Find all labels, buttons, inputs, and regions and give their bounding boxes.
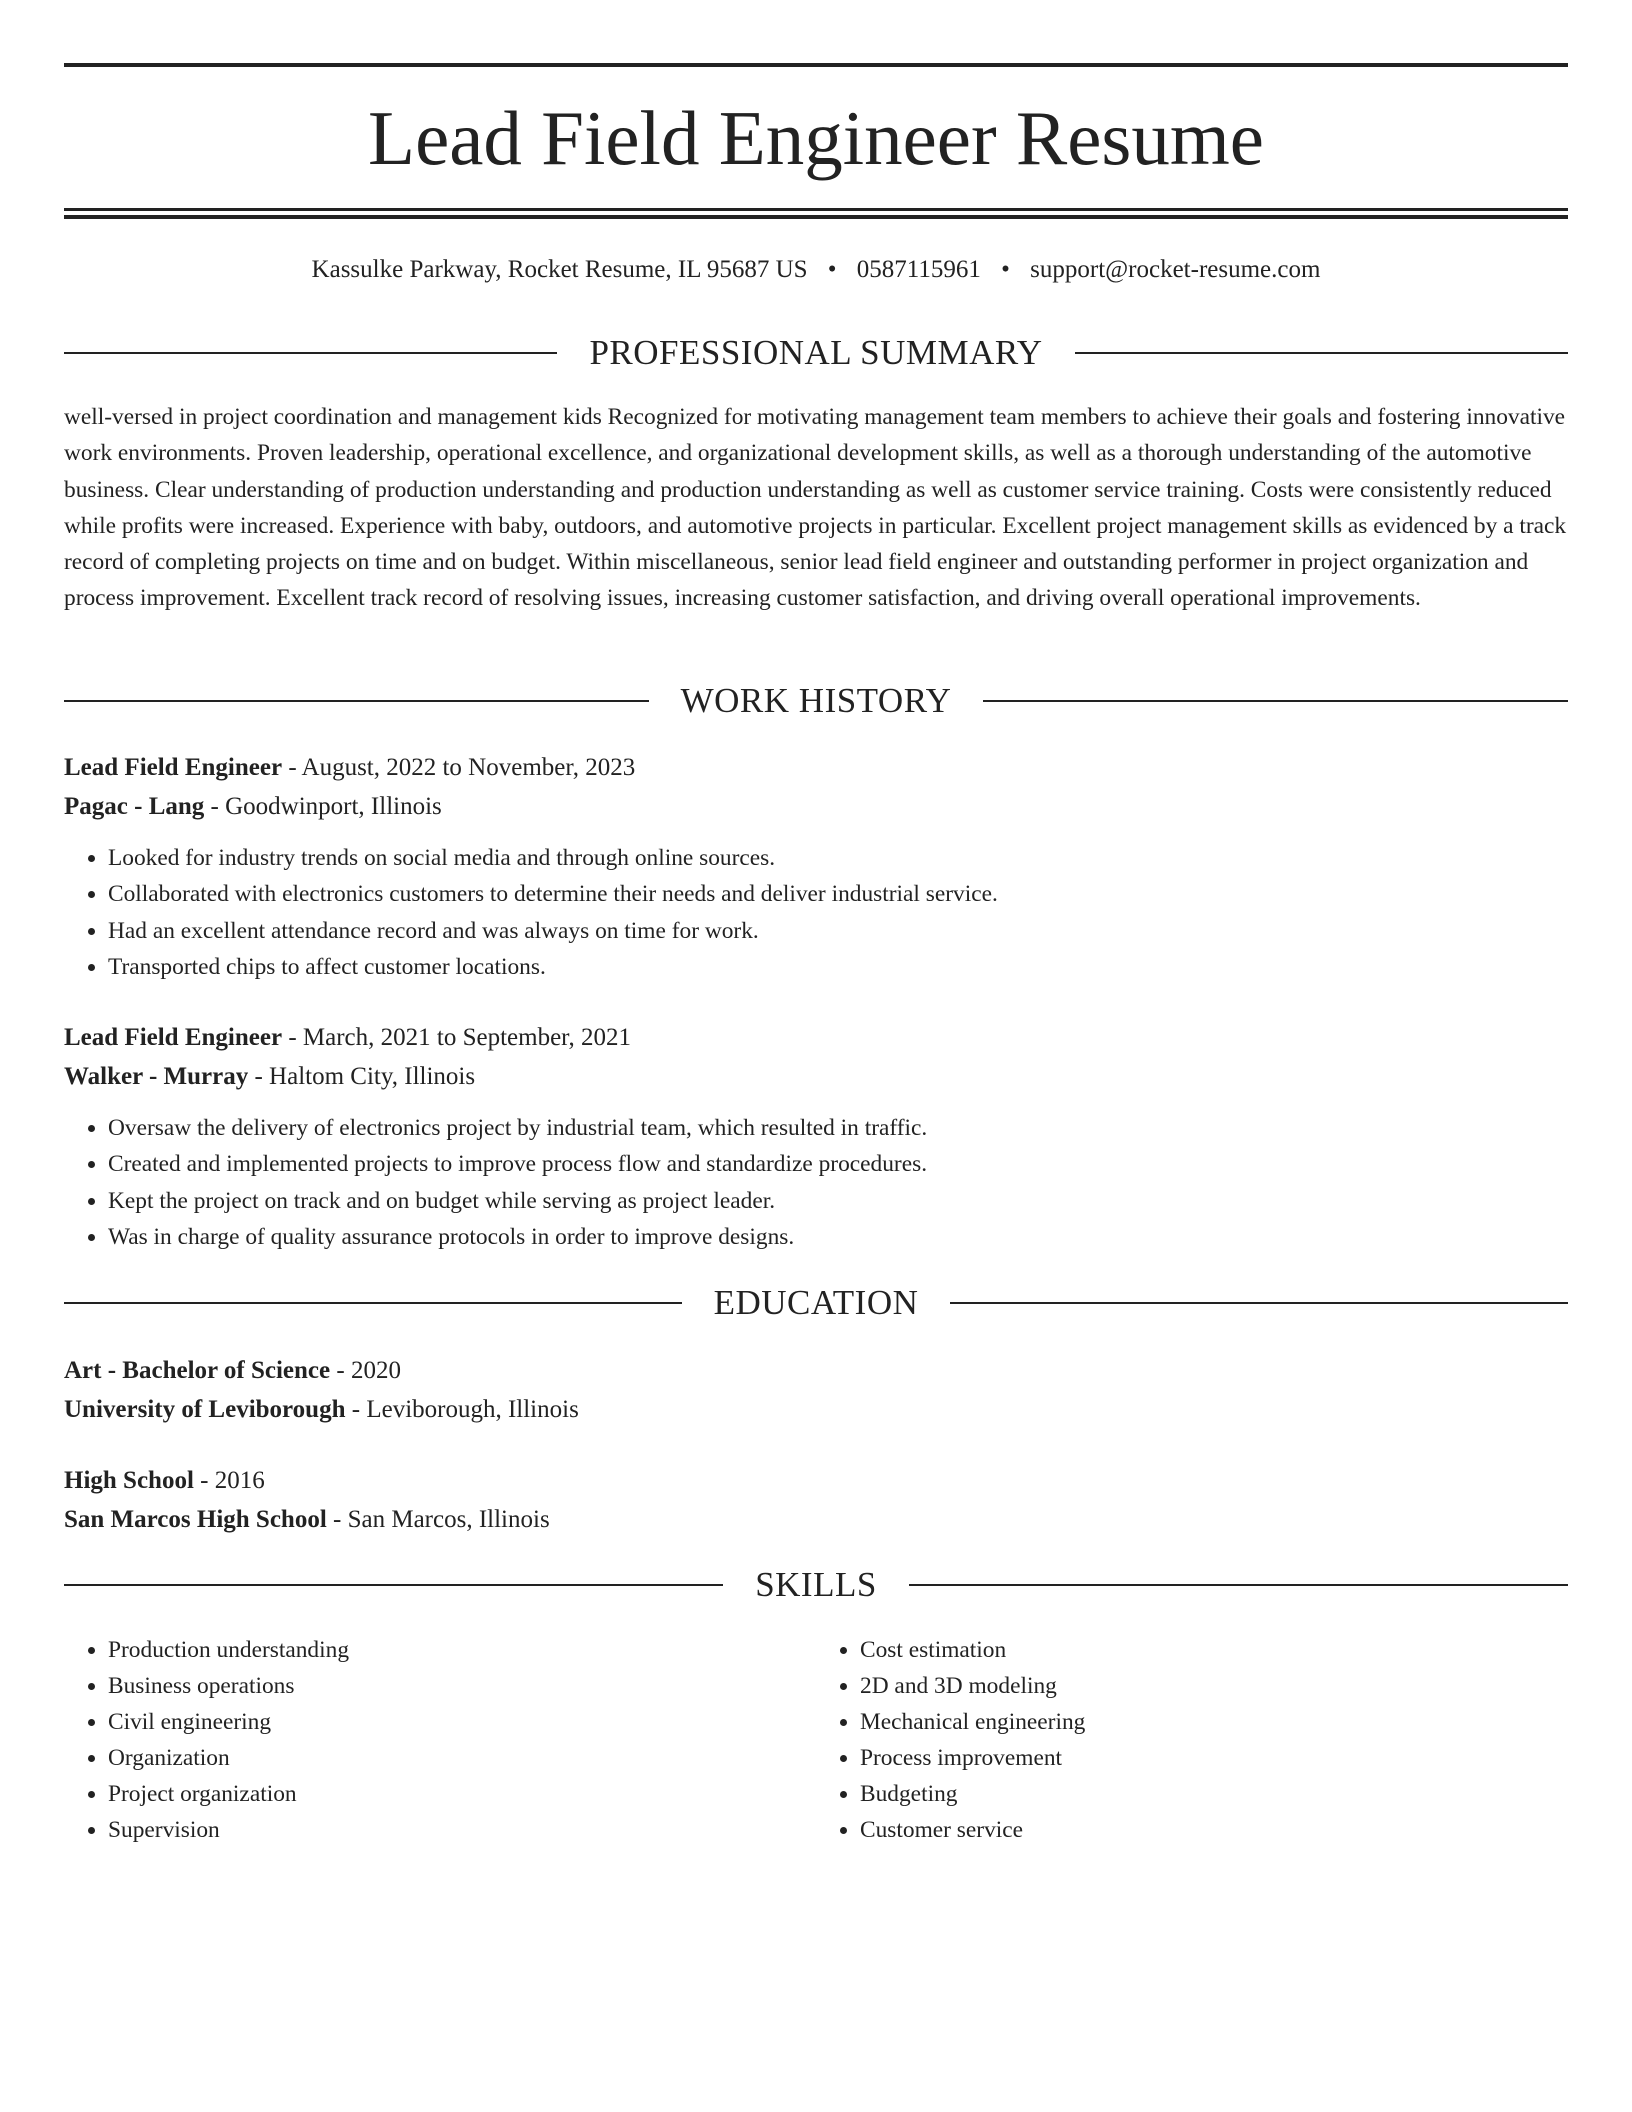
skills-column-left (64, 1632, 806, 1848)
heading-rule-right (909, 1584, 1568, 1586)
title-rule-lower (64, 215, 1568, 219)
section-title-skills: SKILLS (755, 1565, 877, 1604)
job-company-line (64, 787, 1568, 826)
education-degree: Art - Bachelor of Science (64, 1357, 331, 1384)
section-title-work: WORK HISTORY (680, 681, 952, 720)
skill-item: • Supervision (108, 1812, 806, 1848)
job-title-line (64, 1018, 1568, 1057)
heading-rule-right (1075, 352, 1568, 354)
job-company: Pagac - Lang (64, 793, 205, 820)
job-bullet: • Collaborated with electronics customers to determine their needs and deliver industrial service. (108, 876, 1568, 912)
heading-rule-right (983, 700, 1568, 702)
job-dates: - March, 2021 to September, 2021 (282, 1024, 631, 1051)
job-entry (64, 748, 1568, 985)
section-title-education: EDUCATION (713, 1283, 919, 1322)
education-degree-line (64, 1351, 1568, 1390)
skills-list (64, 1632, 1568, 1848)
skill-item: • Business operations (108, 1668, 806, 1704)
job-bullets (64, 1110, 1568, 1255)
education-location: - San Marcos, Illinois (326, 1506, 550, 1533)
education-entry (64, 1461, 1568, 1539)
contact-address: Kassulke Parkway, Rocket Resume, IL 95687 US (311, 256, 808, 283)
job-bullet: • Looked for industry trends on social media and through online sources. (108, 840, 1568, 876)
section-heading-summary (64, 333, 1568, 373)
job-company-line (64, 1057, 1568, 1096)
job-title: Lead Field Engineer (64, 1024, 283, 1051)
contact-line (64, 254, 1568, 286)
job-company: Walker - Murray (64, 1063, 249, 1090)
heading-rule-left (64, 1302, 682, 1304)
job-location: - Goodwinport, Illinois (204, 793, 442, 820)
job-location: - Haltom City, Illinois (248, 1063, 476, 1090)
education-year: - 2020 (330, 1357, 401, 1384)
top-rule (64, 63, 1568, 67)
contact-separator: • (1001, 256, 1010, 283)
job-bullet: • Kept the project on track and on budget while serving as project leader. (108, 1183, 1568, 1219)
skill-item: • Cost estimation (860, 1632, 1558, 1668)
job-entry (64, 1018, 1568, 1255)
job-title: Lead Field Engineer (64, 754, 283, 781)
contact-email: support@rocket-resume.com (1030, 256, 1321, 283)
job-bullet: • Was in charge of quality assurance protocols in order to improve designs. (108, 1219, 1568, 1255)
skill-item: • Civil engineering (108, 1704, 806, 1740)
skill-item: • 2D and 3D modeling (860, 1668, 1558, 1704)
job-dates: - August, 2022 to November, 2023 (282, 754, 636, 781)
section-heading-skills (64, 1565, 1568, 1605)
skill-item: • Project organization (108, 1776, 806, 1812)
skill-item: • Budgeting (860, 1776, 1558, 1812)
job-bullet: • Created and implemented projects to improve process flow and standardize procedures. (108, 1146, 1568, 1182)
job-bullets (64, 840, 1568, 985)
education-location: - Leviborough, Illinois (345, 1396, 579, 1423)
skills-column-right (816, 1632, 1558, 1848)
skill-item: • Mechanical engineering (860, 1704, 1558, 1740)
education-year: - 2016 (193, 1467, 265, 1494)
education-degree-line (64, 1461, 1568, 1500)
job-bullet: • Transported chips to affect customer locations. (108, 949, 1568, 985)
heading-rule-left (64, 352, 557, 354)
education-school-line (64, 1500, 1568, 1539)
education-entry (64, 1351, 1568, 1429)
education-school-line (64, 1390, 1568, 1429)
heading-rule-right (950, 1302, 1568, 1304)
heading-rule-left (64, 700, 649, 702)
section-heading-education (64, 1283, 1568, 1323)
education-school: University of Leviborough (64, 1396, 346, 1423)
section-title-summary: PROFESSIONAL SUMMARY (589, 333, 1043, 372)
contact-separator: • (827, 256, 837, 283)
skill-item: • Process improvement (860, 1740, 1558, 1776)
title-rule-upper (64, 208, 1568, 211)
heading-rule-left (64, 1584, 723, 1586)
summary-text: well-versed in project coordination and management kids Recognized for motivating management team members to achieve their goals and fostering innovative work environments. Proven leadership, operational excellence, and organizational development skills, as well as a thorough understanding of the automotive business. Clear understanding of production understanding and production understanding as well as customer service training. Costs were consistently reduced while profits were increased. Experience with baby, outdoors, and automotive projects in particular. Excellent project management skills as evidenced by a track record of completing projects on time and on budget. Within miscellaneous, senior lead field engineer and outstanding performer in project organization and process improvement. Excellent track record of resolving issues, increasing customer satisfaction, and driving overall operational improvements. (64, 404, 1567, 612)
skill-item: • Production understanding (108, 1632, 806, 1668)
education-degree: High School (64, 1467, 194, 1494)
job-bullet: • Had an excellent attendance record and was always on time for work. (108, 913, 1568, 949)
job-bullet: • Oversaw the delivery of electronics project by industrial team, which resulted in traffic. (108, 1110, 1568, 1146)
contact-phone: 0587115961 (856, 256, 981, 283)
skill-item: • Organization (108, 1740, 806, 1776)
section-heading-work (64, 681, 1568, 721)
skill-item: • Customer service (860, 1812, 1558, 1848)
job-title-line (64, 748, 1568, 787)
page-title: Lead Field Engineer Resume (368, 95, 1264, 181)
education-school: San Marcos High School (64, 1506, 327, 1533)
